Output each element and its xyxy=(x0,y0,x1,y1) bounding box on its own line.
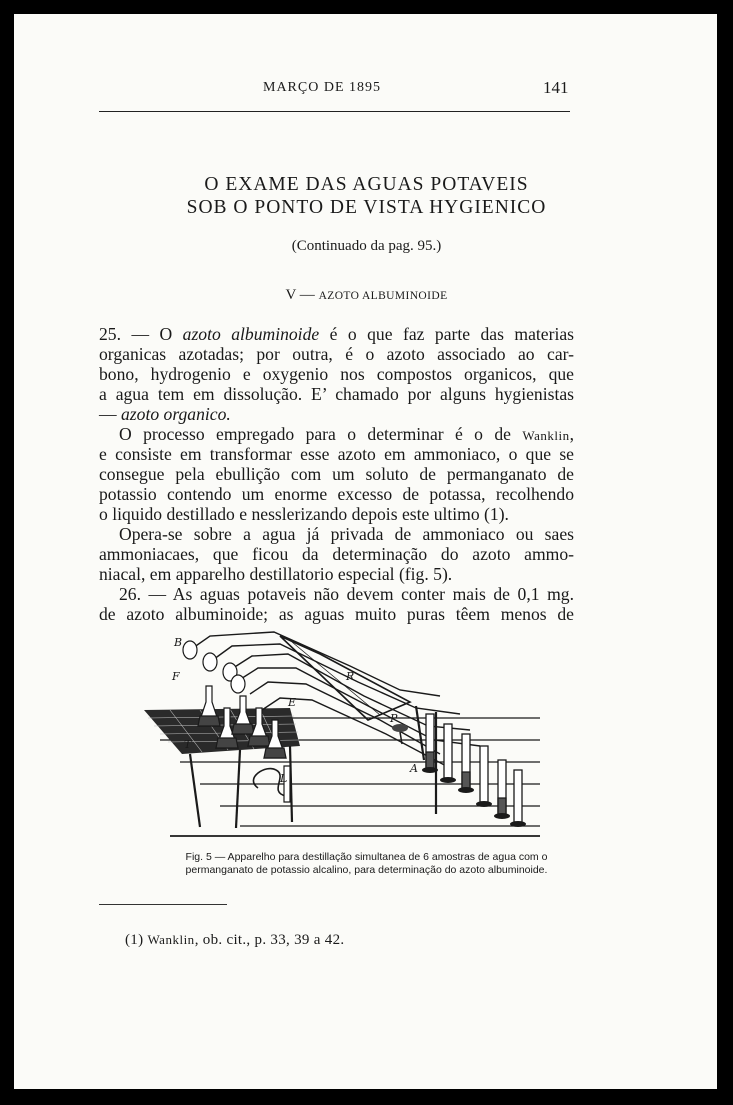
section-numeral: V — xyxy=(285,287,315,303)
funnels xyxy=(183,641,245,693)
figure-label-b: B xyxy=(174,636,183,649)
figure-label-a: A xyxy=(410,762,418,775)
section-heading xyxy=(0,287,733,304)
continuation-note: (Continuado da pag. 95.) xyxy=(291,238,442,254)
article-title-line-1: O EXAME DAS AGUAS POTAVEIS xyxy=(204,174,529,195)
body-line: e consiste em transformar esse azoto em ammoniaco, o que se xyxy=(99,444,574,464)
footnote-author: Wanklin xyxy=(147,932,195,947)
body-line: niacal, em apparelho destillatorio especial (fig. 5). xyxy=(99,564,453,584)
body-line: o liquido destillado e nesslerizando depois este ultimo (1). xyxy=(99,504,509,524)
body-line: consegue pela ebullição com um soluto de permanganato de xyxy=(99,464,574,484)
footnote xyxy=(125,932,344,949)
footnote-citation: , ob. cit., p. 33, 39 a 42. xyxy=(194,932,345,948)
header-rule xyxy=(99,111,570,112)
figure-label-p: P xyxy=(390,712,398,725)
article-title-line-2: SOB O PONTO DE VISTA HYGIENICO xyxy=(186,197,547,218)
footnote-marker: (1) xyxy=(125,932,148,948)
section-title: AZOTO ALBUMINOIDE xyxy=(318,290,448,302)
body-line: organicas azotadas; por outra, é o azoto associado ao car- xyxy=(99,344,574,364)
running-title: MARÇO DE 1895 xyxy=(263,80,382,95)
body-line: de azoto albuminoide; as aguas muito puras têem menos de xyxy=(99,604,574,624)
figure-label-t: T xyxy=(184,738,192,751)
body-line: a agua tem em dissolução. E’ chamado por alguns hygienistas xyxy=(99,384,574,404)
figure-label-r: R xyxy=(346,670,355,683)
figure-label-e: E xyxy=(288,696,297,709)
body-line: potassio contendo um enorme excesso de potassa, recolhendo xyxy=(99,484,574,504)
body-line: 25. — O azoto albuminoide é o que faz parte das materias xyxy=(99,324,575,344)
footnote-rule xyxy=(99,904,227,905)
paragraph-number: 25. — O xyxy=(99,324,183,344)
figure-label-l: L xyxy=(280,772,288,785)
receiver-bases xyxy=(422,767,526,827)
condenser-rack xyxy=(280,636,410,720)
figure-caption-line-2: permanganato de potassio alcalino, para determinação do azoto albuminoide. xyxy=(185,864,548,876)
body-line: Opera-se sobre a agua já privada de ammoniaco ou saes xyxy=(119,524,574,544)
author-name: Wanklin xyxy=(522,428,570,443)
figure-caption-line-1: Fig. 5 — Apparelho para destillação simultanea de 6 amostras de agua com o xyxy=(185,851,548,863)
figure-label-f: F xyxy=(172,670,180,683)
body-line: bono, hydrogenio e oxygenio nos compostos organicos, que xyxy=(99,364,574,384)
term-azoto-albuminoide: azoto albuminoide xyxy=(182,324,320,344)
body-line: — azoto organico. xyxy=(99,404,231,424)
body-line: ammoniacaes, que ficou da determinação do azoto ammo- xyxy=(99,544,574,564)
distillation-apparatus-figure xyxy=(140,622,542,848)
body-line: O processo empregado para o determinar é o de Wanklin, xyxy=(119,424,574,444)
body-line: 26. — As aguas potaveis não devem conter mais de 0,1 mg. xyxy=(119,584,574,604)
term-azoto-organico: azoto organico. xyxy=(121,404,231,424)
page-number: 141 xyxy=(543,78,569,97)
